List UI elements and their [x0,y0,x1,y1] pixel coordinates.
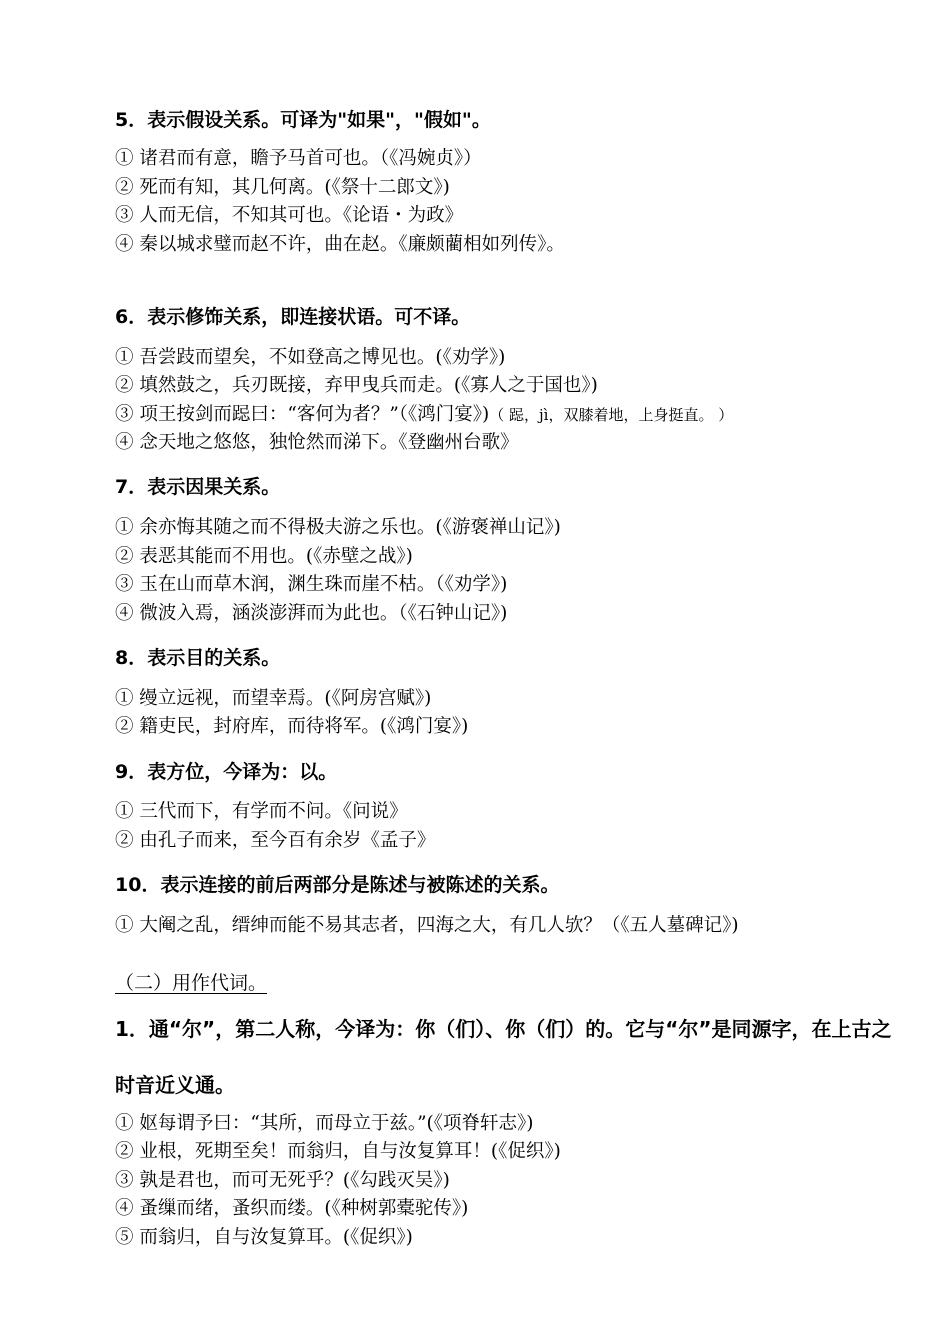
example-line: ① 三代而下，有学而不问。《问说》 [115,801,408,822]
pronunciation-note: （ 跽，jì，双膝着地，上身挺直。 ） [489,406,734,424]
example-line: ④ 念天地之悠悠，独怆然而涕下。《登幽州台歌》 [115,432,519,453]
example-line: ② 籍吏民，封府库，而待将军。(《鸿门宴》) [115,716,469,737]
example-line: ① 缦立远视，而望幸焉。(《阿房宫赋》) [115,688,432,709]
section-heading-5: 5．表示假设关系。可译为"如果"，"假如"。 [115,109,491,131]
part2-heading-line1: 1．通“尔”，第二人称，今译为：你（们）、你（们）的。它与“尔”是同源字，在上古之 [115,1017,892,1041]
section-heading-6: 6．表示修饰关系，即连接状语。可不译。 [115,306,471,328]
example-line: ② 业根，死期至矣！而翁归，自与汝复算耳！(《促织》) [115,1141,561,1162]
section-heading-10: 10．表示连接的前后两部分是陈述与被陈述的关系。 [115,874,560,896]
example-line: ② 表恶其能而不用也。(《赤壁之战》) [115,546,413,567]
example-line: ① 余亦悔其随之而不得极夫游之乐也。(《游褒禅山记》) [115,517,561,538]
example-line: ② 死而有知，其几何离。(《祭十二郎文》) [115,177,450,198]
example-line: ④ 秦以城求璧而赵不许，曲在赵。《廉颇藺相如列传》。 [115,234,565,255]
example-line: ② 填然鼓之，兵刃既接，弃甲曳兵而走。(《寡人之于国也》) [115,375,598,396]
example-text: ③ 项王按剑而跽曰：“客何为者？”（《鸿门宴》) [115,404,490,425]
example-line: ③ 玉在山而草木润，渊生珠而崖不枯。（《劝学》) [115,574,508,595]
example-line: ④ 蚤缫而绪，蚤织而缕。(《种树郭橐驼传》) [115,1198,469,1219]
example-line: ③ 孰是君也，而可无死乎？(《勾践灭吴》) [115,1170,450,1191]
example-line: ④ 微波入焉，涵淡澎湃而为此也。（《石钟山记》) [115,603,508,624]
section-heading-8: 8．表示目的关系。 [115,647,281,669]
part2-heading-line2: 时音近义通。 [115,1073,235,1097]
example-line [115,403,733,427]
example-line: ① 吾尝跂而望矣，不如登高之博见也。(《劝学》) [115,347,506,368]
subsection-title-text: （二）用作代词。 [115,972,268,994]
example-line: ② 由孔子而来，至今百有余岁《孟子》 [115,830,436,851]
example-line: ① 大阉之乱，缙绅而能不易其志者，四海之大，有几人欤？（《五人墓碑记》) [115,915,739,936]
section-heading-7: 7．表示因果关系。 [115,476,281,498]
section-heading-9: 9．表方位，今译为：以。 [115,761,338,783]
example-line: ③ 人而无信，不知其可也。《论语・为政》 [115,205,464,226]
subsection-title [115,971,267,995]
example-line: ① 诸君而有意，瞻予马首可也。（《冯婉贞》） [115,148,482,169]
example-line: ① 妪每谓予曰：“其所，而母立于兹。”(《项脊轩志》) [115,1113,534,1134]
example-line: ⑤ 而翁归，自与汝复算耳。(《促织》) [115,1227,413,1248]
